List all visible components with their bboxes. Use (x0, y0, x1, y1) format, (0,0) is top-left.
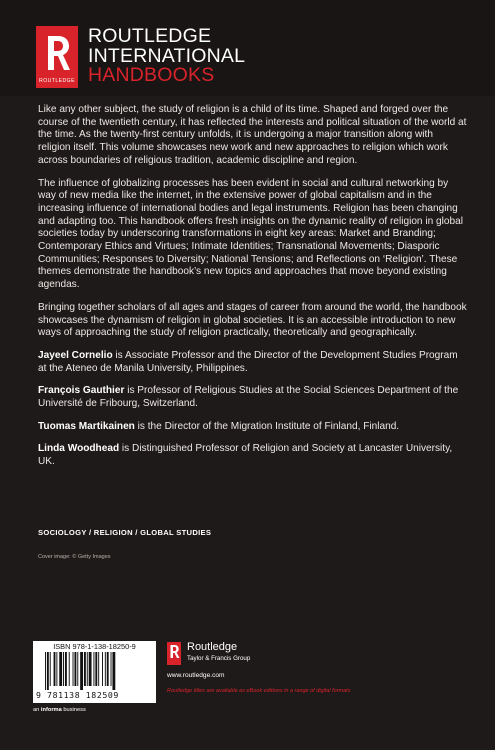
cover-image-credit: Cover image: © Getty Images (38, 554, 111, 560)
isbn-label: ISBN 978-1-138-18250-9 (53, 642, 136, 651)
barcode-bar (74, 652, 76, 686)
author-bio-4 (38, 443, 468, 468)
barcode-bar (112, 652, 115, 690)
series-title-line-3: HANDBOOKS (88, 64, 215, 86)
author-bio-1 (38, 350, 468, 375)
ebook-note: Routledge titles are available as eBook editions in a range of digital formats (167, 688, 351, 694)
barcode-bar (54, 652, 56, 686)
barcode-bar (69, 652, 70, 686)
barcode-bar (107, 652, 109, 686)
author-name: François Gauthier (38, 385, 125, 397)
barcode-bar (45, 652, 46, 690)
informa-word: informa (40, 707, 62, 713)
barcode-bar (102, 652, 103, 686)
barcode-bar (111, 652, 112, 686)
description-paragraph-1: Like any other subject, the study of religion is a child of its time. Shaped and forged over the course of the twentieth century, it has reflected the interests and political situation of the world at the time. As the twenty-first century unfolds, it is undergoing a major transition along with religion itself. This volume showcases new work and new approaches to religion which work across boundaries of religious tradition, academic discipline and region. (38, 104, 467, 166)
routledge-r-icon (36, 26, 78, 88)
description (38, 104, 468, 479)
author-bio-text: is Distinguished Professor of Religion and Society at Lancaster University, UK. (38, 443, 453, 468)
barcode-bar (59, 652, 62, 686)
barcode-bars-icon (45, 652, 149, 690)
routledge-logo (36, 26, 78, 88)
series-title-line-1: ROUTLEDGE (88, 25, 212, 47)
barcode-bar (98, 652, 99, 686)
author-bio-2 (38, 385, 468, 410)
series-title-line-2: INTERNATIONAL (88, 44, 246, 67)
barcode (33, 641, 156, 703)
author-bio-text: is Professor of Religious Studies at the Social Sciences Department of the Université de Fribourg, Switzerland. (38, 385, 459, 410)
barcode-bar (84, 652, 86, 686)
barcode-bar (50, 652, 51, 686)
author-bio-text: is Associate Professor and the Director of the Development Studies Program at the Ateneo de Manila University, Philippines. (38, 349, 458, 374)
author-bio-text: is the Director of the Migration Institute of Finland, Finland. (134, 420, 400, 432)
author-name: Tuomas Martikainen (38, 420, 135, 432)
barcode-bar (77, 652, 78, 686)
author-name: Linda Woodhead (38, 443, 120, 455)
barcode-bar (63, 652, 64, 686)
publisher-name: Routledge (187, 641, 238, 653)
barcode-bar (87, 652, 88, 686)
informa-prefix: an (33, 707, 41, 713)
barcode-bar (47, 652, 49, 690)
header-band (0, 0, 495, 96)
publisher-group: Taylor & Francis Group (187, 655, 251, 662)
barcode-bar (95, 652, 97, 686)
description-paragraph-2: The influence of globalizing processes has been evident in social and cultural networking by way of new media like the internet, in the extensive power of global capitalism and in the increasing influence of international bodies and legal instruments. Religion has been changing and adapting too. This handbook offers fresh insights on the dynamic reality of religion in global societies today by underscoring transformations in eight key areas: Market and Branding; Contemporary Ethics and Virtues; Intimate Identities; Transnational Movements; Diasporic Communities; Responses to Diversity; National Tensions; and Reflections on ‘Religion’. These themes demonstrate the handbook’s new topics and approaches that move beyond existing agendas. (38, 177, 463, 291)
author-name: Jayeel Cornelio (38, 349, 113, 361)
barcode-bar (73, 652, 74, 686)
barcode-bar (89, 652, 92, 686)
barcode-bar (80, 652, 83, 690)
logo-wordmark: ROUTLEDGE (39, 78, 75, 84)
series-title (88, 27, 245, 86)
barcode-bar (93, 652, 94, 686)
informa-business (33, 707, 86, 713)
description-paragraph-3: Bringing together scholars of all ages and stages of career from around the world, the handbook showcases the dynamism of religion in global societies. It is an accessible introduction to new ways of approaching the study of religion practically, theoretically and geographically. (38, 301, 467, 339)
informa-suffix: business (61, 707, 86, 713)
publisher-logo-icon (167, 642, 181, 665)
barcode-bar (105, 652, 106, 686)
barcode-bar (65, 652, 67, 686)
barcode-digits: 9 781138 182509 (36, 690, 119, 700)
publisher-url[interactable]: www.routledge.com (167, 672, 225, 679)
barcode-bar (56, 652, 57, 686)
subject-categories: SOCIOLOGY / RELIGION / GLOBAL STUDIES (38, 528, 212, 537)
author-bio-3 (38, 421, 468, 434)
